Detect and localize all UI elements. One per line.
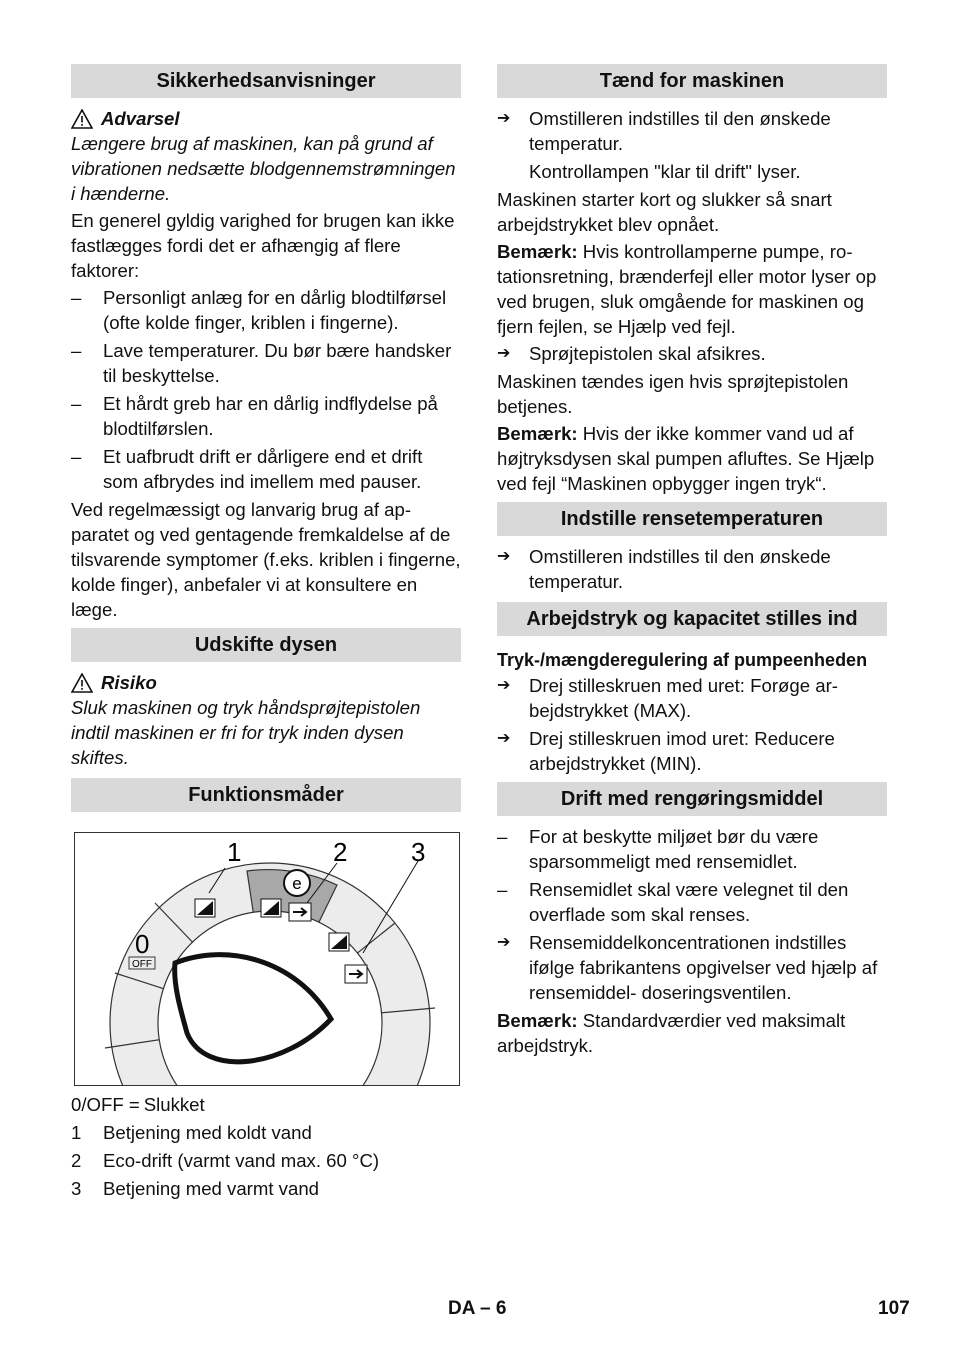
list-item [497,877,887,927]
arrow-icon: ➔ [497,677,511,694]
instruction-text: Drej stilleskruen med uret: Forøge arbejdstrykket (MAX). [529,675,838,721]
instruction-result: Kontrollampen "klar til drift" lyser. [529,161,801,182]
dash-bullet: – [71,446,82,467]
dial-illustration [75,833,459,1085]
instruction [497,106,887,156]
instruction-text: Omstilleren indstilles til den ønskede temperatur. [529,546,831,592]
page-number: 107 [878,1298,910,1319]
list-item [497,824,887,874]
legend-row [71,1092,461,1117]
section-heading: Arbejdstryk og kapacitet stilles ind [497,602,887,636]
cold-water-icon [195,899,215,917]
list-item-text: Et uafbrudt drift er dårligere end et drift som afbrydes ind imellem med pauser. [103,446,423,492]
warning-label [71,106,461,131]
left-column [71,64,461,1204]
note [497,1008,887,1058]
note-label: Bemærk: [497,423,578,444]
note-text: Hvis der ikke kommer vand ud af højtryksdysen skal pumpen afluftes. Se Hjælp ved fejl “Maskinen opbygger ingen tryk“. [497,423,875,494]
list-item-text: Et hårdt greb har en dårlig indflydelse på blodtilførslen. [103,393,438,439]
legend-key: 3 [71,1178,82,1199]
legend-key: 0/OFF = [71,1094,140,1115]
risk-title: Risiko [101,672,157,693]
position-3-label: 3 [411,837,426,867]
hot-water-icon [261,899,281,917]
warning-text: Længere brug af maskinen, kan på grund af vibrationen nedsætte blodgennemstrømningen i hænderne. [71,133,456,204]
position-0-label: 0 [135,929,150,959]
list-item-text: Personligt anlæg for en dårlig blodtilførsel (ofte kolde finger, kriblen i fingerne). [103,287,447,333]
instruction [497,726,887,776]
list-item-text: Lave temperaturer. Du bør bære handsker til beskyttelse. [103,340,452,386]
note [497,421,887,496]
paragraph: En generel gyldig varighed for brugen kan ikke fastlægges fordi det er afhængig af flere faktorer: [71,210,455,281]
section-footer: DA – 6 [448,1298,507,1319]
legend-row [71,1176,461,1201]
right-column [497,64,887,1060]
heater-icon [345,965,367,983]
section-heading: Tænd for maskinen [497,64,887,98]
dash-bullet: – [497,826,508,847]
position-1-label: 1 [227,837,242,867]
legend-value: Slukket [143,1094,205,1115]
hot-water-icon [329,933,349,951]
risk-label [71,670,461,695]
section-heading: Funktionsmåder [71,778,461,812]
note [497,239,887,339]
list-item-text: For at beskytte miljøet bør du være sparsommeligt med rensemidlet. [529,826,819,872]
warning-title: Advarsel [101,108,180,129]
list-item [71,285,461,335]
arrow-icon: ➔ [497,730,511,747]
section-heading: Indstille rensetemperaturen [497,502,887,536]
figure-legend [71,1092,461,1201]
legend-value: Betjening med koldt vand [103,1122,312,1143]
note-text: Hvis kontrollamperne pumpe, rotationsretning, brænderfejl eller motor lyser op ved brugen, sluk omgående for maskinen og fjern fejlen, se Hjælp ved fejl. [497,241,877,337]
instruction [497,930,887,1005]
risk-text: Sluk maskinen og tryk håndsprøjtepistolen indtil maskinen er fri for tryk inden dysen skiftes. [71,697,421,768]
position-2-label: 2 [333,837,348,867]
subheading: Tryk-/mængderegulering af pumpeenheden [497,650,868,670]
dash-bullet: – [71,287,82,308]
dash-bullet: – [71,340,82,361]
legend-value: Eco-drift (varmt vand max. 60 °C) [103,1150,380,1171]
list-item-text: Rensemidlet skal være velegnet til den overflade som skal renses. [529,879,849,925]
list-item [71,444,461,494]
arrow-icon: ➔ [497,548,511,565]
heater-icon [289,903,311,921]
list-item [71,391,461,441]
legend-value: Betjening med varmt vand [103,1178,320,1199]
instruction-text: Drej stilleskruen imod uret: Reducere arbejdstrykket (MIN). [529,728,835,774]
eco-label: e [292,874,302,893]
dash-bullet: – [71,393,82,414]
instruction-text: Sprøjtepistolen skal afsikres. [529,343,766,364]
section-heading: Drift med rengøringsmiddel [497,782,887,816]
instruction-text: Rensemiddelkoncentrationen indstilles ifølge fabrikantens opgivelser ved hjælp af rensemiddel- doseringsventilen. [529,932,878,1003]
dash-bullet: – [497,879,508,900]
warning-triangle-icon [71,673,93,693]
paragraph: Maskinen starter kort og slukker så snart arbejdstrykket blev opnået. [497,189,832,235]
legend-key: 2 [71,1150,82,1171]
instruction [497,341,887,366]
warning-triangle-icon [71,109,93,129]
arrow-icon: ➔ [497,110,511,127]
note-label: Bemærk: [497,1010,578,1031]
paragraph: Maskinen tændes igen hvis sprøjtepistolen betjenes. [497,371,849,417]
legend-row [71,1120,461,1145]
list-item [71,338,461,388]
instruction-text: Omstilleren indstilles til den ønskede temperatur. [529,108,831,154]
paragraph: Ved regelmæssigt og lanvarig brug af apparatet og ved gentagende fremkaldelse af de tilsvarende symptomer (f.eks. kriblen i fingerne, kolde finger), anbefaler vi at konsultere en læge. [71,499,461,620]
instruction [497,673,887,723]
note-text: Standardværdier ved maksimalt arbejdstryk. [497,1010,846,1056]
note-label: Bemærk: [497,241,578,262]
legend-row [71,1148,461,1173]
off-label: OFF [132,959,152,970]
legend-key: 1 [71,1122,82,1143]
arrow-icon: ➔ [497,345,511,362]
instruction [497,544,887,594]
selector-dial-figure [74,832,460,1086]
section-heading: Udskifte dysen [71,628,461,662]
section-heading: Sikkerhedsanvisninger [71,64,461,98]
arrow-icon: ➔ [497,934,511,951]
